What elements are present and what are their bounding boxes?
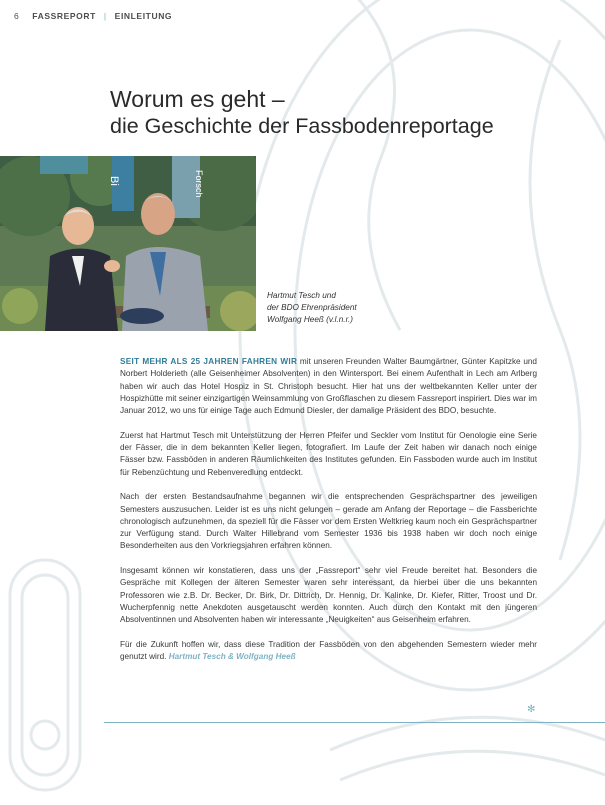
title-line-1: Worum es geht – — [110, 86, 285, 112]
running-header — [14, 11, 172, 21]
caption-line: Wolfgang Heeß (v.l.n.r.) — [267, 315, 353, 324]
footer-divider — [104, 722, 605, 723]
title-line-2: die Geschichte der Fassbodenreportage — [110, 114, 494, 138]
portrait-photo — [0, 156, 256, 331]
photo-caption — [267, 290, 407, 326]
banner-text-1: Bi — [108, 176, 120, 186]
paragraph-5 — [120, 639, 537, 664]
page-number: 6 — [14, 11, 20, 21]
lead-in: SEIT MEHR ALS 25 JAHREN FAHREN WIR — [120, 357, 298, 366]
caption-line: der BDO Ehrenpräsident — [267, 303, 357, 312]
article-body — [120, 356, 537, 676]
paragraph-5-text: Für die Zukunft hoffen wir, dass diese Tradition der Fassböden von den abgehenden Semestern wieder mehr genutzt wird. — [120, 639, 537, 662]
photo-illustration — [0, 156, 256, 331]
end-mark-icon: ✻ — [527, 704, 536, 715]
subsection-label: EINLEITUNG — [114, 11, 173, 21]
paragraph-2: Zuerst hat Hartmut Tesch mit Unterstützung der Herren Pfeifer und Seckler vom Institut für Oenologie eine Serie der Fässer, die in dem bekannten Keller liegen, fotografiert. Im Laufe der Zeit haben wir danach noch einige Fässer bzw. Fassböden in anderen Räumlichkeiten des Institutes gefunden. Ein Fassboden wurde auch im Institut für Rebenzüchtung und Rebenveredlung entdeckt. — [120, 430, 537, 477]
paragraph-3: Nach der ersten Bestandsaufnahme begannen wir die entsprechenden Gesprächspartner des jeweiligen Semesters auszusuchen. Leider ist es uns nicht gelungen – gerade am Anfang der Reportage – die Fassberichte chronologisch aufzunehmen, da speziell für die Fässer vor dem Ersten Weltkrieg kaum noch ein Gesprächspartner zur Verfügung stand. Durch Walter Hillebrand vom Semester 1936 bis 1938 haben wir doch noch einige Besonderheiten aus den Vorkriegsjahren erfahren können. — [120, 492, 537, 551]
banner-text-2: Forsch — [194, 170, 204, 198]
paragraph-4: Insgesamt können wir konstatieren, dass uns der „Fassreport“ sehr viel Freude bereitet hat. Besonders die Gespräche mit Kollegen der älteren Semester waren sehr interessant, da hierbei über die uns bekannten Professoren wie z.B. Dr. Becker, Dr. Birk, Dr. Dittrich, Dr. Hennig, Dr. Kalinke, Dr. Kiefer, Ritter, Troost und Dr. Wucherpfennig nette Anekdoten ausgetauscht werden konnten. Auch durch den Kontakt mit den jüngeren Absolventinnen und Absolventen haben wir interessante „Neuigkeiten“ aus Geisenheim erfahren. — [120, 566, 537, 625]
paragraph-1 — [120, 356, 537, 417]
caption-line: Hartmut Tesch und — [267, 291, 336, 300]
page-title — [110, 86, 570, 140]
author-signature: Hartmut Tesch & Wolfgang Heeß — [168, 652, 296, 662]
paragraph-1-text: mit unseren Freunden Walter Baumgärtner, Günter Kapitzke und Norbert Holderieth (alle Geisenheimer Absolventen) in den Wintersport. Bei einem Aufenthalt in Lech am Arlberg haben wir auch das Hotel Hospiz in St. Christoph besucht. Hier hat uns der weltbekannten Keller unter der Hospizhütte mit seiner einzigartigen Weinsammlung von Großflaschen zu diesem Fassreport inspiriert. Dies war im Januar 2012, wo uns für einige Tage auch Edmund Diesler, der damalige Präsident des BDO, besuchte. — [120, 357, 537, 416]
header-separator: | — [103, 11, 107, 21]
section-label: FASSREPORT — [32, 11, 96, 21]
